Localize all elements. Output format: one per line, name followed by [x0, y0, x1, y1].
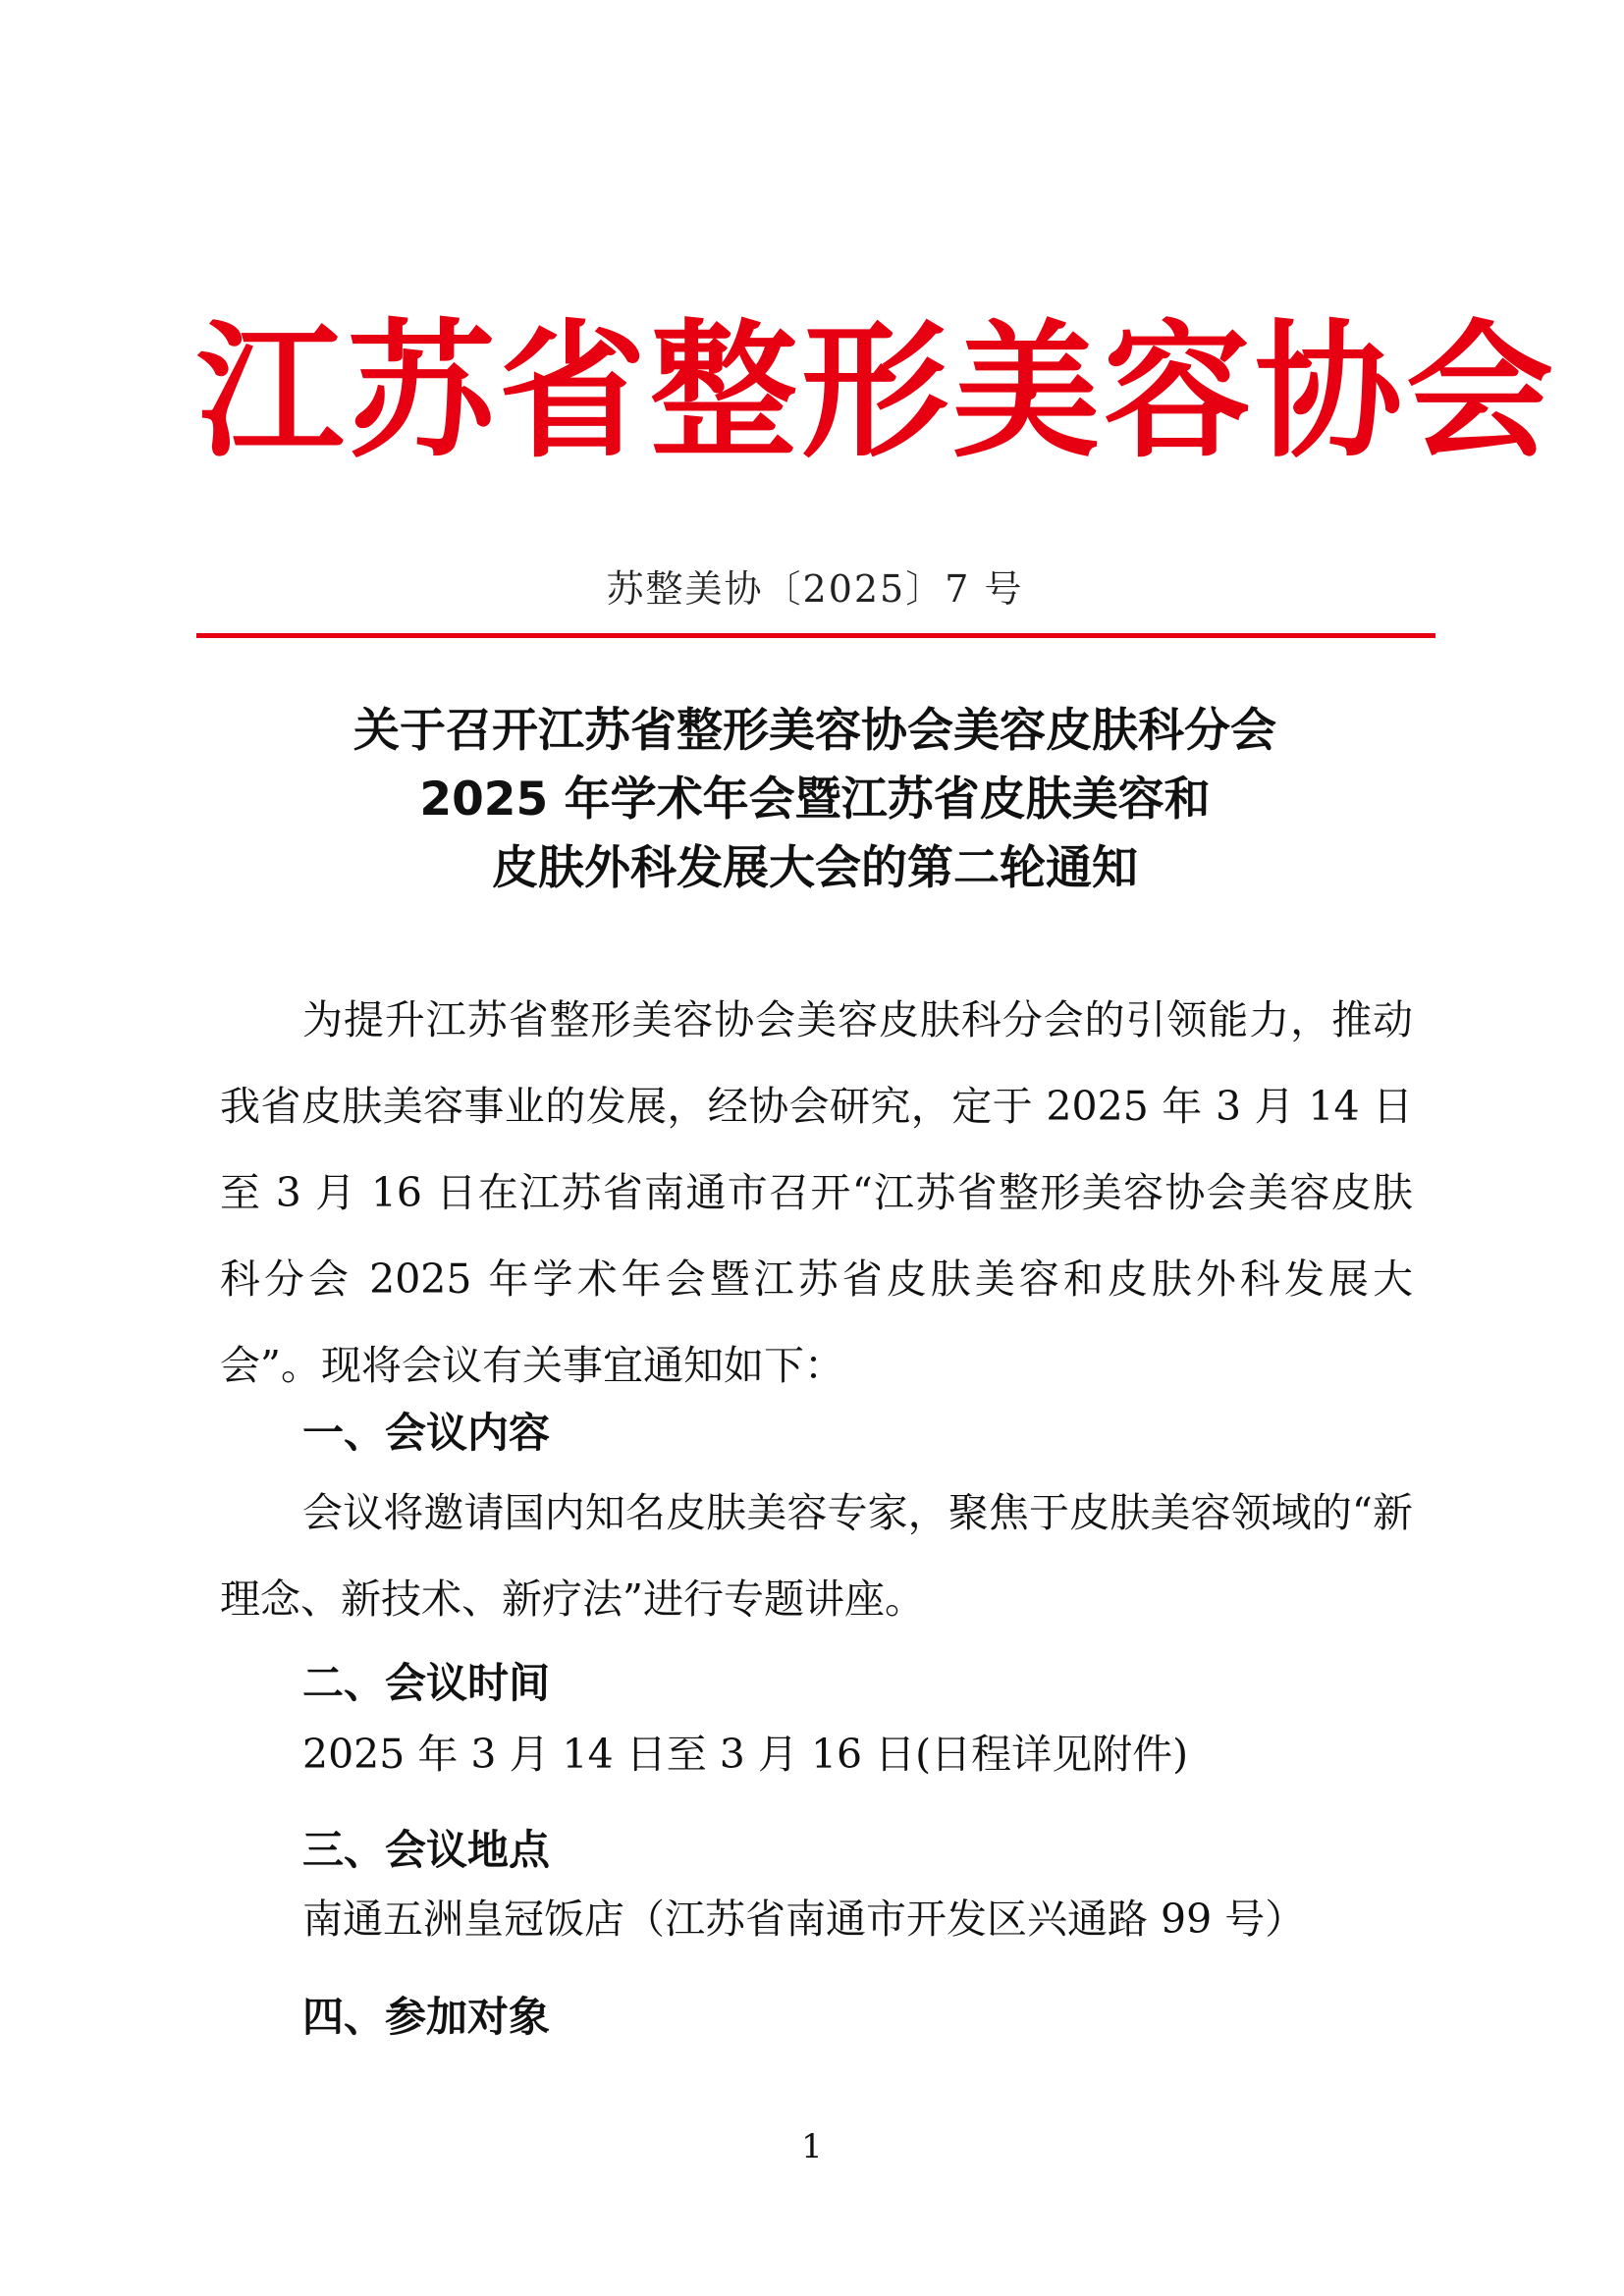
meeting-venue-text: 南通五洲皇冠饭店（江苏省南通市开发区兴通路 99 号） [302, 1896, 1306, 1943]
page-number: 1 [801, 2127, 823, 2166]
meeting-time-text: 2025 年 3 月 14 日至 3 月 16 日(日程详见附件) [302, 1731, 1189, 1778]
title-line-1: 关于召开江苏省整形美容协会美容皮肤科分会 [353, 704, 1276, 758]
red-divider-line [196, 633, 1435, 638]
document-number: 苏整美协〔2025〕7 号 [606, 567, 1024, 611]
title-line-3: 皮肤外科发展大会的第二轮通知 [492, 841, 1138, 895]
section-heading-venue: 三、会议地点 [302, 1826, 551, 1874]
section-heading-time: 二、会议时间 [302, 1659, 551, 1707]
section-heading-content: 一、会议内容 [302, 1409, 551, 1457]
notice-title [196, 697, 1434, 903]
section-content-paragraph: 会议将邀请国内知名皮肤美容专家，聚焦于皮肤美容领域的“新理念、新技术、新疗法”进行专题讲座。 [220, 1489, 1413, 1623]
section-heading-participants: 四、参加对象 [302, 1993, 551, 2041]
title-line-2: 2025 年学术年会暨江苏省皮肤美容和 [419, 773, 1211, 827]
intro-paragraph: 为提升江苏省整形美容协会美容皮肤科分会的引领能力，推动我省皮肤美容事业的发展，经协会研究，定于 2025 年 3 月 14 日至 3 月 16 日在江苏省南通市召开“江苏省整形美容协会美容皮肤科分会 2025 年学术年会暨江苏省皮肤美容和皮肤外科发展大会”。现将会议有关事宜通知如下： [220, 996, 1413, 1389]
organization-header: 江苏省整形美容协会 [196, 307, 1558, 478]
